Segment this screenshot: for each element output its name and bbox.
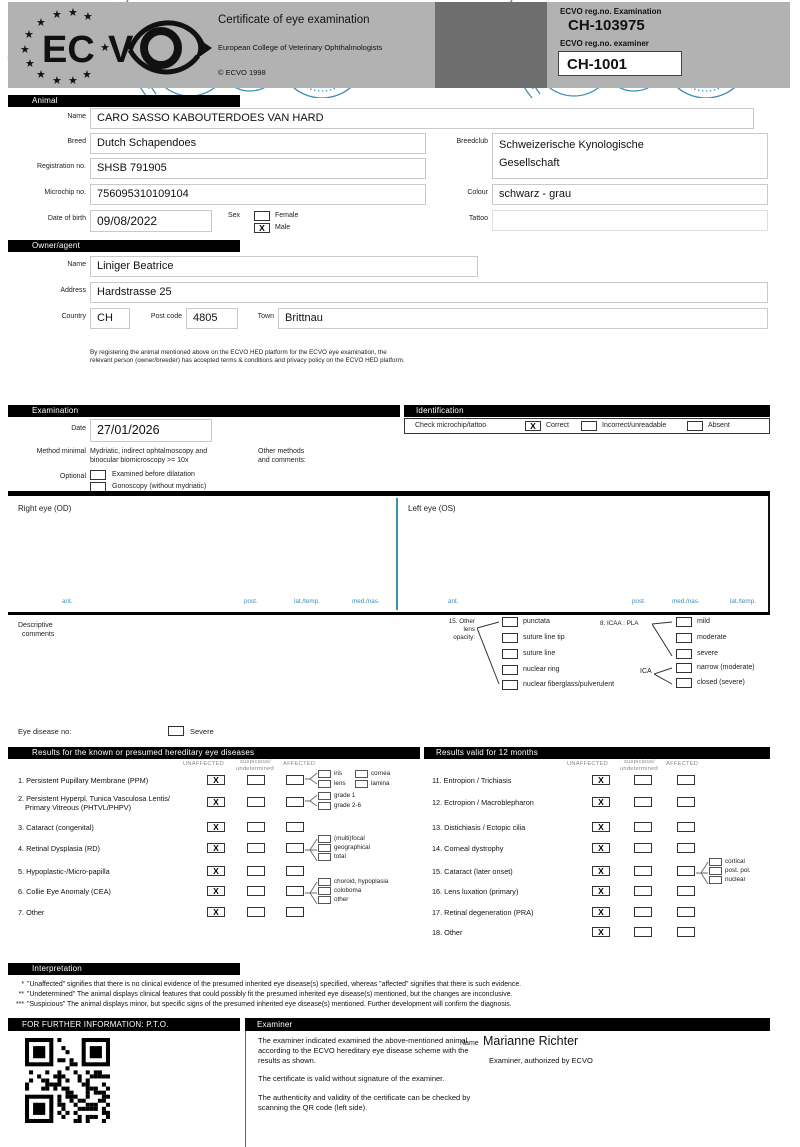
icaa-pla-label: 8. ICAA : PLA [600,620,639,627]
sex-female-label: Female [275,212,299,219]
ica-label: ICA [640,668,652,675]
lens-opacity-label-2: lens [463,626,475,633]
row2-grade1-label: grade 1 [334,792,356,799]
disease-row-label: 5. Hypoplastic-/Micro-papilla [18,867,110,876]
right-col-unaffected: UNAFFECTED [567,761,608,767]
row5-unaffected-checkbox[interactable]: X [207,866,225,876]
descriptive-comments-label-1: Descriptive [18,622,53,629]
optional-label: Optional [59,473,86,480]
animal-name-label: Name [67,113,86,120]
disease-row-label: 13. Distichiasis / Ectopic cilia [432,823,526,832]
nuclear-ring-checkbox[interactable] [502,665,518,675]
animal-name-field[interactable]: CARO SASSO KABOUTERDOES VAN HARD [90,108,754,129]
eye-disease-label: Eye disease no: [18,727,72,736]
od-label-lat-temp: lat./temp. [294,598,320,605]
examiner-name: Marianne Richter [483,1034,579,1048]
ica-closed-label: closed (severe) [697,679,745,686]
row15-nuclear-label: nuclear [725,876,746,883]
svg-text:★: ★ [100,41,110,54]
row6-coloboma-checkbox[interactable] [318,887,331,895]
nuclear-ring-label: nuclear ring [523,666,560,673]
row2-suspicious-checkbox[interactable] [247,797,265,807]
interpretation-note [10,1000,785,1010]
row18-suspicious-checkbox[interactable] [634,927,652,937]
diagram-right-edge [768,496,770,612]
interpretation-notes [10,980,785,1010]
disease-row-label: 14. Corneal dystrophy [432,844,504,853]
row15-affected-checkbox[interactable] [677,866,695,876]
breedclub-value: Schweizerische Kynologische Gesellschaft [499,139,644,169]
examined-before-dilatation-label: Examined before dilatation [112,471,195,478]
left-col-affected: AFFECTED [283,761,316,767]
row17-affected-checkbox[interactable] [677,907,695,917]
tattoo-field[interactable] [492,210,768,231]
row2-grade26-checkbox[interactable] [318,802,331,810]
section-results-right: Results valid for 12 months [424,747,770,759]
svg-text:★: ★ [83,10,93,23]
examined-before-dilatation-checkbox[interactable] [90,470,106,480]
row6-suspicious-checkbox[interactable] [247,886,265,896]
row6-choroid-label: choroid, hypoplasia [334,878,389,885]
row17-unaffected-checkbox[interactable]: X [592,907,610,917]
row2-grade26-label: grade 2-6 [334,802,361,809]
disease-row-label: 1. Persistent Pupillary Membrane (PPM) [18,776,149,785]
row14-suspicious-checkbox[interactable] [634,843,652,853]
svg-text:★: ★ [36,16,46,29]
microchip-field[interactable]: 756095310109104 [90,184,426,205]
row2-grade1-checkbox[interactable] [318,792,331,800]
row12-affected-checkbox[interactable] [677,797,695,807]
icaa-moderate-label: moderate [697,634,727,641]
diagram-bottom-rule [8,612,770,615]
town-label: Town [257,313,274,320]
row11-affected-checkbox[interactable] [677,775,695,785]
owner-address-label: Address [60,287,86,294]
reg-examiner-field[interactable]: CH-1001 [558,51,682,76]
svg-text:V: V [108,29,134,71]
row6-other-label: other [334,896,349,903]
row1-lamina-label: lamina [371,780,390,787]
header-subtitle: European College of Veterinary Ophthalmologists [218,43,383,52]
row4-multifocal-label: (multi)focal [334,835,365,842]
suture-line-tip-checkbox[interactable] [502,633,518,643]
row12-unaffected-checkbox[interactable]: X [592,797,610,807]
os-label-post: post. [632,598,646,605]
disclaimer-line1: By registering the animal mentioned above on the ECVO HED platform for the ECVO eye examination, the [90,349,387,356]
row17-suspicious-checkbox[interactable] [634,907,652,917]
interpretation-note [10,980,785,990]
note-marker: ** [18,991,24,998]
punctata-checkbox[interactable] [502,617,518,627]
row2-unaffected-checkbox[interactable]: X [207,797,225,807]
row3-suspicious-checkbox[interactable] [247,822,265,832]
od-label-med-nas: med./nas. [352,598,380,605]
other-methods-line2: and comments: [258,457,306,464]
row15-suspicious-checkbox[interactable] [634,866,652,876]
interpretation-note [10,990,785,1000]
reg-examiner-label: ECVO reg.no. examiner [560,39,649,48]
suture-line-label: suture line [523,650,556,657]
left-col-unaffected: UNAFFECTED [183,761,224,767]
registration-field[interactable]: SHSB 791905 [90,158,426,179]
method-line2: binocular biomicroscopy >= 10x [90,457,189,464]
right-col-affected: AFFECTED [666,761,699,767]
examiner-bar: Examiner [245,1018,770,1031]
icaa-severe-label: severe [697,650,719,657]
reg-exam-value: CH-103975 [568,17,645,34]
row6-choroid-checkbox[interactable] [318,878,331,886]
row14-affected-checkbox[interactable] [677,843,695,853]
note-marker: *** [15,1001,24,1008]
right-eye-label: Right eye (OD) [18,504,72,513]
diagram-top-rule [8,491,770,496]
row1-fork [305,770,318,788]
row15-fork [696,859,709,887]
row14-unaffected-checkbox[interactable]: X [592,843,610,853]
identification-absent-checkbox[interactable] [687,421,703,431]
row2-fork [305,792,318,810]
row3-unaffected-checkbox[interactable]: X [207,822,225,832]
colour-field[interactable]: schwarz - grau [492,184,768,205]
identification-box [404,418,770,434]
disease-row-label: 6. Collie Eye Anomaly (CEA) [18,887,111,896]
row6-coloboma-label: coloboma [334,887,362,894]
ica-connector [654,664,674,688]
breedclub-field[interactable] [492,133,768,179]
icaa-mild-checkbox[interactable] [676,617,692,627]
identification-correct-checkbox[interactable]: X [525,421,541,431]
icaa-moderate-checkbox[interactable] [676,633,692,643]
sex-male-label: Male [275,224,291,231]
note-text: "Undetermined" The animal displays clinical features that could possibly fit the presumed inherited eye disease(s) mentioned, but the changes are inconclusive. [27,991,513,998]
identification-absent-label: Absent [708,422,730,429]
section-examination: Examination [8,405,400,417]
disease-row-label: 16. Lens luxation (primary) [432,887,519,896]
row1-lamina-checkbox[interactable] [355,780,368,788]
registration-label: Registration no. [36,163,86,170]
row5-affected-checkbox[interactable] [286,866,304,876]
row7-unaffected-checkbox[interactable]: X [207,907,225,917]
svg-text:★: ★ [82,68,92,81]
suture-line-tip-label: suture line tip [523,634,565,641]
left-col-suspicious-1: suspicious/ [240,759,271,765]
row4-affected-checkbox[interactable] [286,843,304,853]
ica-narrow-checkbox[interactable] [676,663,692,673]
row15-unaffected-checkbox[interactable]: X [592,866,610,876]
identification-incorrect-checkbox[interactable] [581,421,597,431]
icaa-mild-label: mild [697,618,710,625]
row1-iris-checkbox[interactable] [318,770,331,778]
right-col-suspicious-2: undetermined [620,766,658,772]
header [8,2,790,88]
note-marker: * [21,981,24,988]
row15-cortical-checkbox[interactable] [709,858,722,866]
disease-row-label: 2. Persistent Hyperpl. Tunica Vasculosa Lentis/ [18,794,170,803]
row4-geographical-label: geographical [334,844,371,851]
row1-affected-checkbox[interactable] [286,775,304,785]
row11-suspicious-checkbox[interactable] [634,775,652,785]
svg-text:★: ★ [20,43,30,56]
header-copyright: © ECVO 1998 [218,68,266,77]
examiner-role: Examiner, authorized by ECVO [489,1056,593,1065]
row15-postpol-label: post. pol. [725,867,751,874]
identification-incorrect-label: Incorrect/unreadable [602,422,667,429]
os-label-lat-temp: lat./temp. [730,598,756,605]
disease-row-label: 4. Retinal Dysplasia (RD) [18,844,100,853]
row1-unaffected-checkbox[interactable]: X [207,775,225,785]
other-methods-line1: Other methods [258,448,305,455]
animal-breed-field[interactable]: Dutch Schapendoes [90,133,426,154]
od-label-post: post. [244,598,258,605]
disease-row-label: 3. Cataract (congenital) [18,823,94,832]
method-minimal-label: Method minimal [36,448,86,455]
lens-opacity-connector [477,618,501,690]
disease-row-label: 15. Cataract (later onset) [432,867,513,876]
row13-affected-checkbox[interactable] [677,822,695,832]
row1-lens-checkbox[interactable] [318,780,331,788]
left-eye-label: Left eye (OS) [408,504,456,513]
section-animal: Animal [8,95,240,107]
descriptive-comments-label-2: comments [22,631,55,638]
row12-suspicious-checkbox[interactable] [634,797,652,807]
dob-field[interactable]: 09/08/2022 [90,210,212,232]
punctata-label: punctata [523,618,550,625]
owner-country-field[interactable]: CH [90,308,130,329]
sex-male-checkbox[interactable]: X [254,223,270,233]
svg-text:EC: EC [42,29,95,71]
identification-correct-label: Correct [546,422,569,429]
disease-row-label: 12. Ectropion / Macroblepharon [432,798,534,807]
right-col-suspicious-1: suspicious/ [624,759,655,765]
row4-geographical-checkbox[interactable] [318,844,331,852]
ecvo-logo [16,4,216,86]
row7-suspicious-checkbox[interactable] [247,907,265,917]
svg-text:★: ★ [24,28,34,41]
row6-affected-checkbox[interactable] [286,886,304,896]
icaa-severe-checkbox[interactable] [676,649,692,659]
row4-suspicious-checkbox[interactable] [247,843,265,853]
row6-fork [305,879,318,907]
row4-unaffected-checkbox[interactable]: X [207,843,225,853]
exam-date-field[interactable]: 27/01/2026 [90,419,212,442]
row6-other-checkbox[interactable] [318,896,331,904]
note-text: "Unaffected" signifies that there is no clinical evidence of the presumed inherited eye disease(s) specified, whereas "affected" signifies that there is such evidence. [27,981,522,988]
town-field[interactable]: Brittnau [278,308,768,329]
row4-fork [305,836,318,864]
nuclear-fiberglass-checkbox[interactable] [502,680,518,690]
suture-line-checkbox[interactable] [502,649,518,659]
svg-text:★: ★ [52,74,62,86]
svg-text:★: ★ [25,57,35,70]
svg-text:★: ★ [36,68,46,81]
ica-closed-checkbox[interactable] [676,678,692,688]
row4-multifocal-checkbox[interactable] [318,835,331,843]
left-col-suspicious-2: undetermined [236,766,274,772]
os-label-med-nas: med./nas. [672,598,700,605]
disease-row-label: 18. Other [432,928,463,937]
examiner-paragraph-2: The certificate is valid without signature of the examiner. [258,1074,445,1084]
microchip-label: Microchip no. [44,189,86,196]
owner-address-field[interactable]: Hardstrasse 25 [90,282,768,303]
row1-suspicious-checkbox[interactable] [247,775,265,785]
lens-opacity-label-1: 15. Other [448,618,475,625]
owner-name-label: Name [67,261,86,268]
section-identification: Identification [404,405,770,417]
row6-unaffected-checkbox[interactable]: X [207,886,225,896]
row11-unaffected-checkbox[interactable]: X [592,775,610,785]
animal-breed-label: Breed [67,138,86,145]
examiner-name-label: Name [460,1040,479,1047]
row1-lens-label: lens [334,780,346,787]
owner-country-label: Country [61,313,86,320]
row3-affected-checkbox[interactable] [286,822,304,832]
eye-disease-severe-checkbox[interactable] [168,726,184,736]
nuclear-fiberglass-label: nuclear fiberglass/pulverulent [523,681,615,688]
examiner-statement [258,1036,490,1122]
row1-cornea-checkbox[interactable] [355,770,368,778]
row2-affected-checkbox[interactable] [286,797,304,807]
row5-suspicious-checkbox[interactable] [247,866,265,876]
disease-row-label: 17. Retinal degeneration (PRA) [432,908,534,917]
svg-text:★: ★ [52,8,62,21]
owner-name-field[interactable]: Liniger Beatrice [90,256,478,277]
exam-date-label: Date [71,425,86,432]
row16-suspicious-checkbox[interactable] [634,886,652,896]
lens-opacity-label-3: opacity: [453,634,475,641]
further-information-bar: FOR FURTHER INFORMATION: P.T.O. [8,1018,240,1031]
svg-text:★: ★ [68,74,78,86]
reg-exam-label: ECVO reg.no. Examination [560,7,662,16]
row1-iris-label: iris [334,770,343,777]
header-dark-band [435,2,547,88]
ica-narrow-label: narrow (moderate) [697,664,755,671]
eye-disease-severe-label: Severe [190,727,214,736]
od-label-ant: ant. [62,598,73,605]
examiner-paragraph-1: The examiner indicated examined the above-mentioned animal according to the ECVO hereditary eye disease scheme with the results as shown. [258,1036,469,1065]
check-microchip-label: Check microchip/tattoo [415,422,487,429]
row1-cornea-label: cornea [371,770,391,777]
row13-suspicious-checkbox[interactable] [634,822,652,832]
row4-total-label: total [334,853,346,860]
postcode-field[interactable]: 4805 [186,308,238,329]
dob-label: Date of birth [47,215,86,222]
note-text: "Suspicious" The animal displays minor, but specific signs of the presumed inherited eye disease(s) mentioned. Further development will confirm the diagnosis. [27,1001,512,1008]
row7-affected-checkbox[interactable] [286,907,304,917]
os-label-ant: ant. [448,598,459,605]
disease-row-label: 11. Entropion / Trichiasis [432,776,512,785]
section-owner: Owner/agent [8,240,240,252]
icaa-connector [652,620,674,660]
sex-label: Sex [228,212,241,219]
qr-code [25,1038,110,1123]
breedclub-label: Breedclub [456,138,488,145]
row4-total-checkbox[interactable] [318,853,331,861]
gonoscopy-label: Gonoscopy (without mydriatic) [112,483,207,490]
disease-row-label-2: Primary Vitreous (PHTVL/PHPV) [25,803,132,812]
disease-row-label: 7. Other [18,908,45,917]
section-interpretation: Interpretation [8,963,240,975]
row16-unaffected-checkbox[interactable]: X [592,886,610,896]
method-line1: Mydriatic, indirect ophtalmoscopy and [90,448,208,455]
row16-affected-checkbox[interactable] [677,886,695,896]
postcode-label: Post code [150,313,182,320]
diagram-divider [396,498,398,610]
sex-female-checkbox[interactable] [254,211,270,221]
section-results-left: Results for the known or presumed hereditary eye diseases [8,747,420,759]
examiner-divider [245,1031,246,1147]
header-title: Certificate of eye examination [218,14,370,26]
colour-label: Colour [467,189,488,196]
disclaimer-line2: relevant person (owner/breeder) has accepted terms & conditions and privacy policy on the ECVO HED platform. [90,357,405,364]
row13-unaffected-checkbox[interactable]: X [592,822,610,832]
svg-text:★: ★ [68,6,78,19]
row18-affected-checkbox[interactable] [677,927,695,937]
tattoo-label: Tattoo [468,215,488,222]
row15-postpol-checkbox[interactable] [709,867,722,875]
row15-nuclear-checkbox[interactable] [709,876,722,884]
row15-cortical-label: cortical [725,858,745,865]
row18-unaffected-checkbox[interactable]: X [592,927,610,937]
examiner-paragraph-3: The authenticity and validity of the certificate can be checked by scanning the QR code (left side). [258,1093,471,1112]
